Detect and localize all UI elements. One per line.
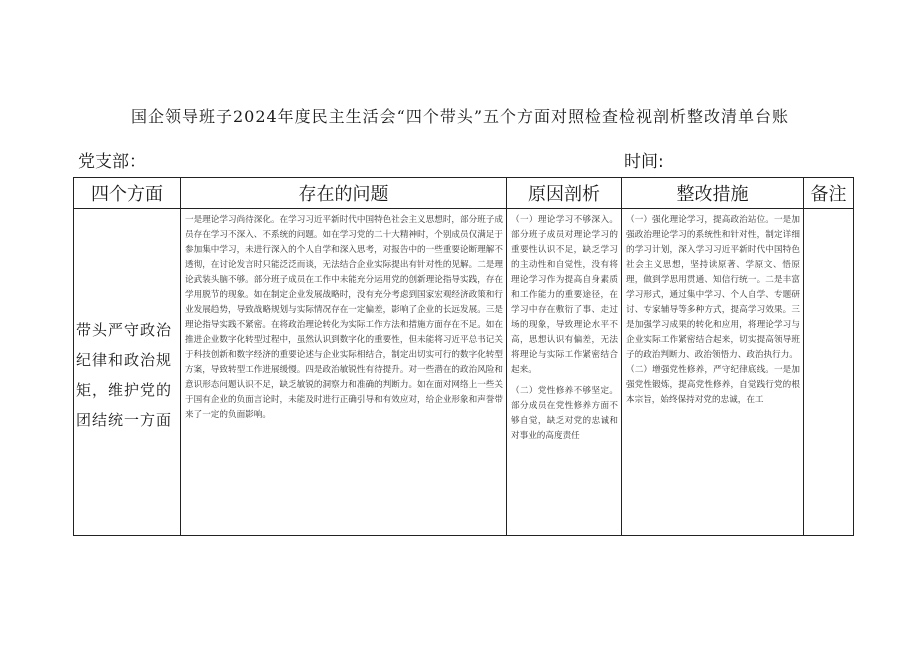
header-aspect: 四个方面 (74, 178, 181, 209)
measure-paragraph-1: （一）强化理论学习，提高政治站位。一是加强政治理论学习的系统性和针对性，制定详细的学习计划，深入学习习近平新时代中国特色社会主义思想，坚持读原著、学原文、悟原理，做到学思用贯通、知信行统一。二是丰富学习形式，通过集中学习、个人自学、专题研讨、专家辅导等多种方式，提高学习效果。三是加强学习成果的转化和应用，将理论学习与企业实际工作紧密结合起来，切实提高领导班子的政治判断力、政治领悟力、政治执行力。 (626, 215, 800, 360)
aspect-cell: 带头严守政治纪律和政治规矩，维护党的团结统一方面 (74, 209, 181, 536)
problem-cell: 一是理论学习尚待深化。在学习习近平新时代中国特色社会主义思想时，部分班子成员存在学习不深入、不系统的问题。如在学习党的二十大精神时，个别成员仅满足于参加集中学习，未进行深入的个人自学和深入思考，对报告中的一些重要论断理解不透彻，在讨论发言时只能泛泛而谈，无法结合企业实际提出有针对性的见解。二是理论武装头脑不够。部分班子成员在工作中未能充分运用党的创新理论指导实践，存在学用脱节的现象。如在制定企业发展战略时，没有充分考虑到国家宏观经济政策和行业发展趋势，导致战略规划与实际情况存在一定偏差，影响了企业的长远发展。三是理论指导实践不紧密。在将政治理论转化为实际工作方法和措施方面存在不足。如在推进企业数字化转型过程中，虽然认识到数字化的重要性，但未能将习近平总书记关于科技创新和数字经济的重要论述与企业实际相结合，制定出切实可行的数字化转型方案，导致转型工作进展缓慢。四是政治敏锐性有待提升。对一些潜在的政治风险和意识形态问题认识不足，缺乏敏锐的洞察力和准确的判断力。如在面对网络上一些关于国有企业的负面言论时，未能及时进行正确引导和有效应对，给企业形象和声誉带来了一定的负面影响。 (181, 209, 507, 536)
header-problem: 存在的问题 (181, 178, 507, 209)
party-branch-label: 党支部： (78, 152, 146, 172)
rectification-ledger-table (73, 177, 854, 536)
header-cause: 原因剖析 (507, 178, 622, 209)
table-row (74, 209, 854, 536)
measure-cell (622, 209, 804, 536)
header-measure: 整改措施 (622, 178, 804, 209)
cause-paragraph-1: （一）理论学习不够深入。部分班子成员对理论学习的重要性认识不足，缺乏学习的主动性和自觉性，没有将理论学习作为提高自身素质和工作能力的重要途径，在学习中存在敷衍了事、走过场的现象，导致理论水平不高，思想认识有偏差，无法将理论与实际工作紧密结合起来。 (511, 215, 618, 375)
document-title: 国企领导班子2024年度民主生活会“四个带头”五个方面对照检查检视剖析整改清单台账 (130, 107, 790, 126)
cause-cell (507, 209, 622, 536)
remark-cell (804, 209, 854, 536)
measure-paragraph-2: （二）增强党性修养，严守纪律底线。一是加强党性锻炼，提高党性修养，自觉践行党的根本宗旨，始终保持对党的忠诚，在工 (626, 365, 800, 405)
header-remark: 备注 (804, 178, 854, 209)
time-label: 时间: (624, 152, 664, 172)
cause-paragraph-2: （二）党性修养不够坚定。部分成员在党性修养方面不够自觉，缺乏对党的忠诚和对事业的高度责任 (511, 386, 618, 441)
header-row (74, 178, 854, 209)
